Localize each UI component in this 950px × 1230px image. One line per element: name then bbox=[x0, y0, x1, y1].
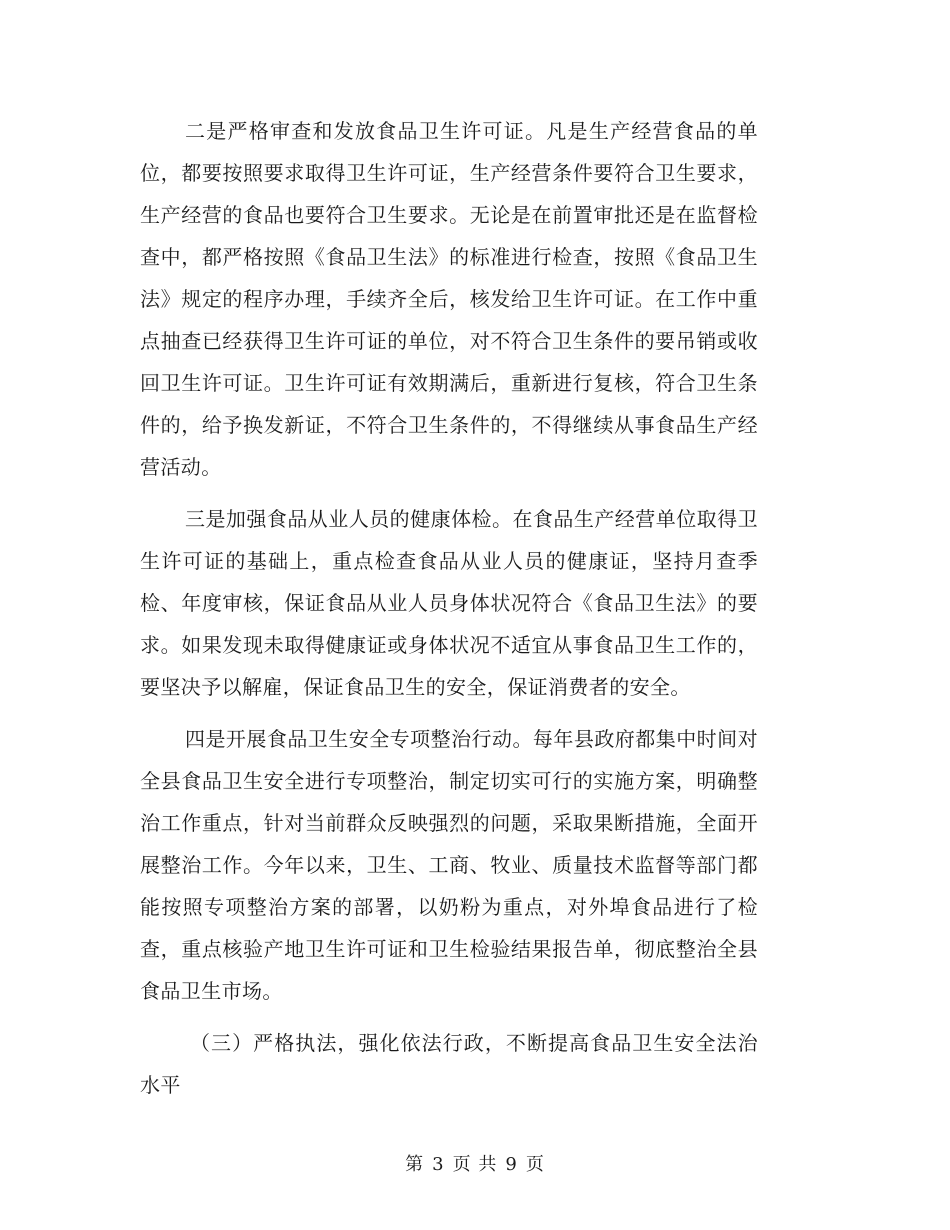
footer-prefix: 第 bbox=[405, 1154, 425, 1175]
footer-suffix: 页 bbox=[525, 1154, 545, 1175]
footer-current-page: 3 bbox=[432, 1154, 445, 1175]
paragraph-special-rectification: 四是开展食品卫生安全专项整治行动。每年县政府都集中时间对全县食品卫生安全进行专项整治，制定切实可行的实施方案，明确整治工作重点，针对当前群众反映强烈的问题，采取果断措施，全面开展整治工作。今年以来，卫生、工商、牧业、质量技术监督等部门都能按照专项整治方案的部署，以奶粉为重点，对外埠食品进行了检查，重点核验产地卫生许可证和卫生检验结果报告单，彻底整治全县食品卫生市场。 bbox=[140, 727, 758, 1003]
footer-middle: 页 共 bbox=[452, 1154, 498, 1175]
page-number-footer bbox=[0, 1150, 950, 1176]
section-heading-strict-enforcement: （三）严格执法，强化依法行政，不断提高食品卫生安全法治水平 bbox=[140, 1031, 758, 1097]
paragraph-food-license: 二是严格审查和发放食品卫生许可证。凡是生产经营食品的单位，都要按照要求取得卫生许可证，生产经营条件要符合卫生要求，生产经营的食品也要符合卫生要求。无论是在前置审批还是在监督检查中，都严格按照《食品卫生法》的标准进行检查，按照《食品卫生法》规定的程序办理，手续齐全后，核发给卫生许可证。在工作中重点抽查已经获得卫生许可证的单位，对不符合卫生条件的要吊销或收回卫生许可证。卫生许可证有效期满后，重新进行复核，符合卫生条件的，给予换发新证，不符合卫生条件的，不得继续从事食品生产经营活动。 bbox=[140, 119, 758, 479]
footer-total-pages: 9 bbox=[505, 1154, 518, 1175]
document-body bbox=[140, 110, 758, 1116]
paragraph-health-check: 三是加强食品从业人员的健康体检。在食品生产经营单位取得卫生许可证的基础上，重点检查食品从业人员的健康证，坚持月查季检、年度审核，保证食品从业人员身体状况符合《食品卫生法》的要求。如果发现未取得健康证或身体状况不适宜从事食品卫生工作的，要坚决予以解雇，保证食品卫生的安全，保证消费者的安全。 bbox=[140, 507, 758, 699]
